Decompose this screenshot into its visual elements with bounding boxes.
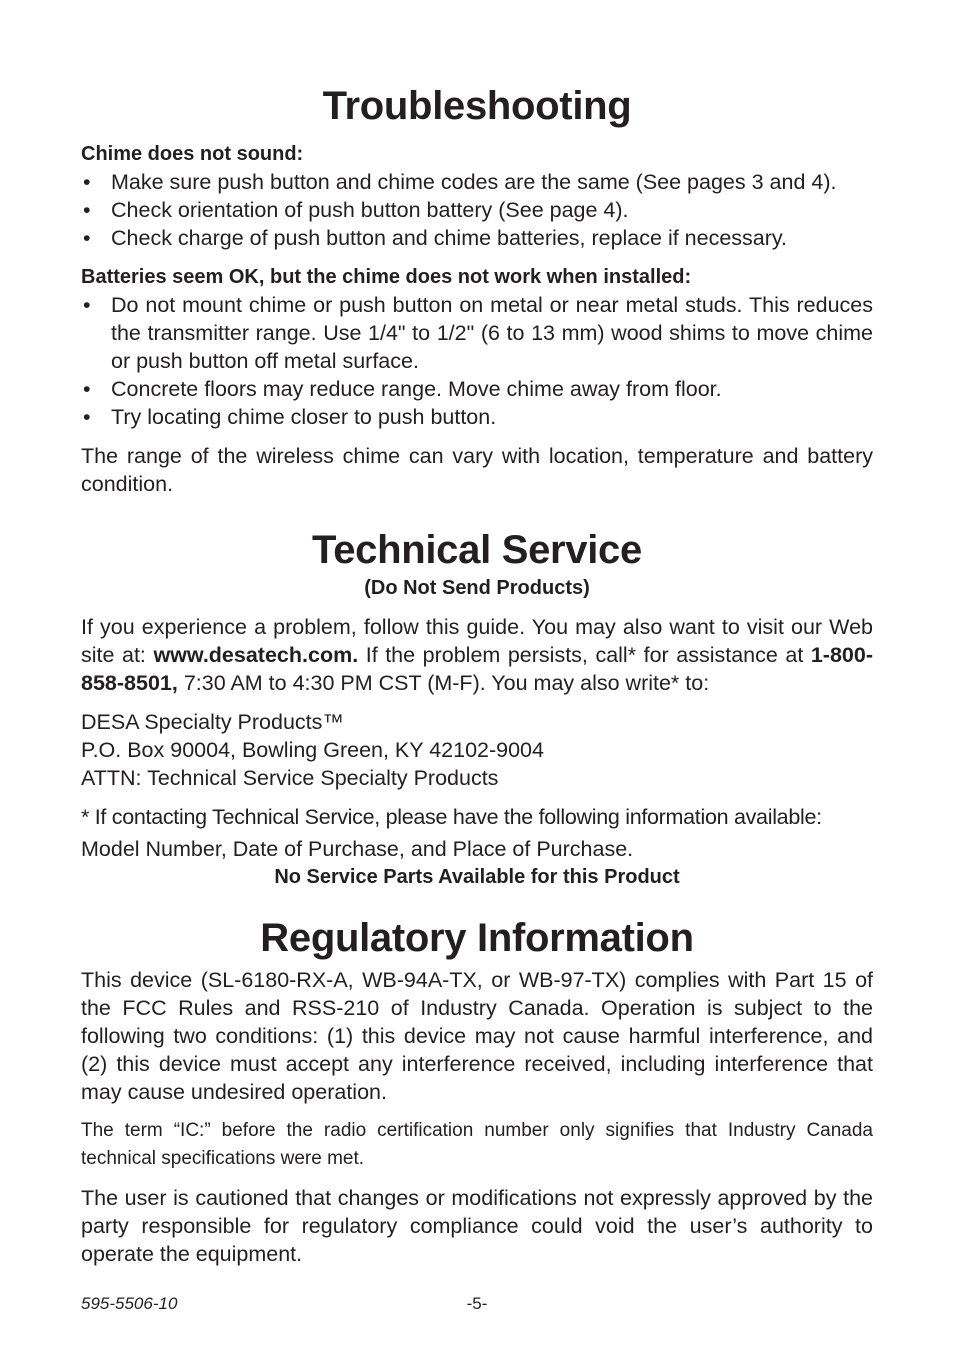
chime-no-sound-list <box>81 168 873 252</box>
paragraph-text: If you experience a problem, follow this guide. You may also want to visit our Web site at: <box>81 615 873 667</box>
page-number: -5- <box>466 1294 488 1313</box>
technical-service-paragraph <box>81 613 873 697</box>
troubleshooting-section <box>81 82 873 498</box>
list-item: • Check orientation of push button battery (See page 4). <box>81 196 873 224</box>
batteries-ok-list <box>81 291 873 431</box>
website-link[interactable]: www.desatech.com. <box>153 643 359 667</box>
chime-no-sound-heading: Chime does not sound: <box>81 143 304 165</box>
document-code: 595-5506-10 <box>81 1294 178 1313</box>
regulatory-section <box>81 914 873 1268</box>
list-item: • Check charge of push button and chime batteries, replace if necessary. <box>81 224 873 252</box>
list-item: • Concrete floors may reduce range. Move chime away from floor. <box>81 375 873 403</box>
range-note: The range of the wireless chime can vary with location, temperature and battery condition. <box>81 444 873 496</box>
regulatory-compliance-paragraph: This device (SL-6180-RX-A, WB-94A-TX, or WB-97-TX) complies with Part 15 of the FCC Rules and RSS-210 of Industry Canada. Operation is subject to the following two conditions: (1) this device may not cause harmful interference, and (2) this device must accept any interference received, including interference that may cause undesired operation. <box>81 968 873 1104</box>
list-item: • Do not mount chime or push button on metal or near metal studs. This reduces the transmitter range. Use 1/4" to 1/2" (6 to 13 mm) wood shims to move chime or push button off metal surface. <box>81 291 873 375</box>
technical-service-title: Technical Service <box>312 528 642 572</box>
technical-service-subtitle: (Do Not Send Products) <box>364 577 590 599</box>
troubleshooting-title: Troubleshooting <box>322 84 632 128</box>
address-line: ATTN: Technical Service Specialty Products <box>81 766 499 790</box>
address-line: P.O. Box 90004, Bowling Green, KY 42102-9004 <box>81 738 544 762</box>
list-item: • Make sure push button and chime codes are the same (See pages 3 and 4). <box>81 168 873 196</box>
batteries-ok-heading: Batteries seem OK, but the chime does not work when installed: <box>81 266 692 288</box>
technical-service-section <box>81 526 873 891</box>
user-caution-paragraph: The user is cautioned that changes or modifications not expressly approved by the party responsible for regulatory compliance could void the user’s authority to operate the equipment. <box>81 1186 873 1266</box>
page-footer <box>81 1290 873 1318</box>
phone-number: 1-800-858-8501, <box>81 643 873 695</box>
mailing-address <box>81 708 873 792</box>
ic-term-paragraph: The term “IC:” before the radio certification number only signifies that Industry Canada technical specifications were met. <box>81 1120 873 1169</box>
paragraph-text: 7:30 AM to 4:30 PM CST (M-F). You may also write* to: <box>177 671 710 695</box>
paragraph-text: If the problem persists, call* for assistance at <box>358 643 811 667</box>
contact-note: * If contacting Technical Service, please have the following information available: <box>81 805 822 829</box>
list-item: • Try locating chime closer to push button. <box>81 403 873 431</box>
manual-page <box>81 0 873 1372</box>
regulatory-title: Regulatory Information <box>260 916 694 960</box>
contact-note-continued: Model Number, Date of Purchase, and Place of Purchase. <box>81 837 634 861</box>
address-line: DESA Specialty Products™ <box>81 710 344 734</box>
no-service-parts: No Service Parts Available for this Product <box>274 866 680 888</box>
